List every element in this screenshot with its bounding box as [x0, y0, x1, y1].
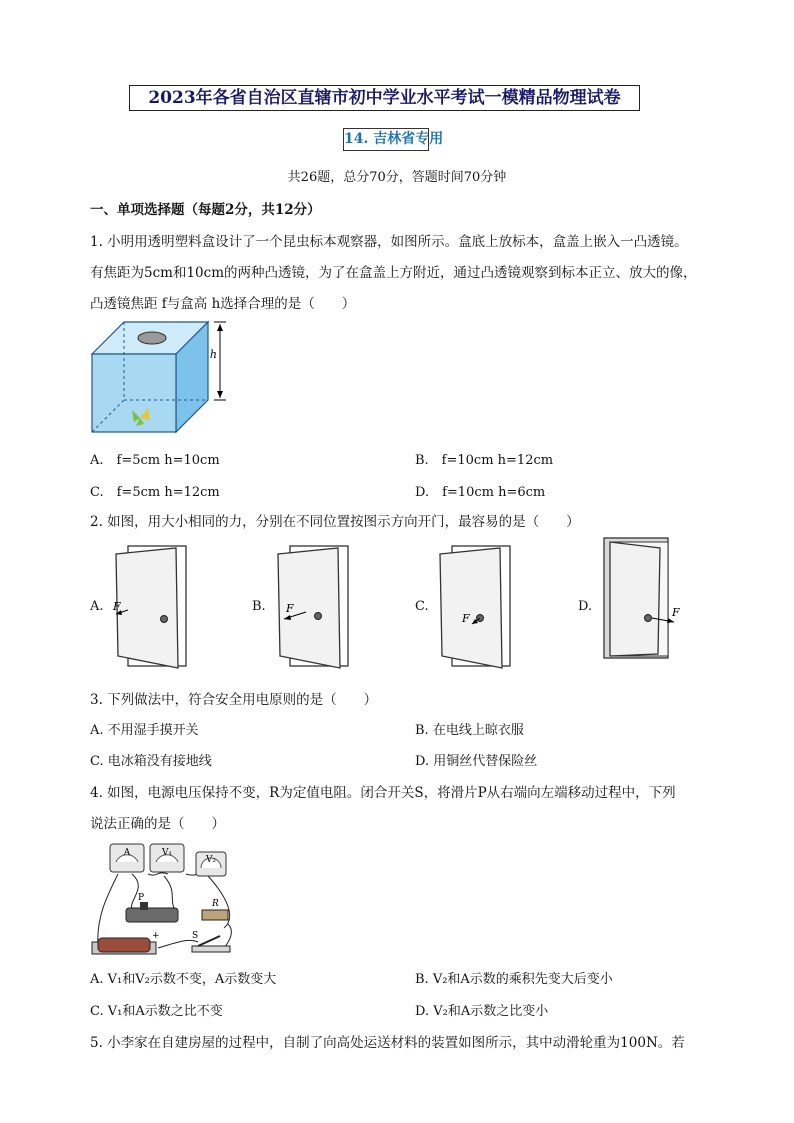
resistor-r-label: R	[212, 899, 219, 909]
paper-title: 2023年各省自治区直辖市初中学业水平考试一模精品物理试卷	[129, 85, 640, 111]
q1-line-1: 1. 小明用透明塑料盒设计了一个昆虫标本观察器，如图所示。盒底上放标本，盒盖上嵌入一凸透镜。	[90, 234, 688, 250]
exam-info: 共26题，总分70分，答题时间70分钟	[287, 170, 507, 185]
q4-line-1: 4. 如图，电源电压保持不变，R为定值电阻。闭合开关S，将滑片P从右端向左端移动过程中，下列	[90, 785, 676, 801]
q1-option-a[interactable]: A. f=5cm h=10cm	[90, 453, 220, 468]
q4-option-a[interactable]: A. V₁和V₂示数不变，A示数变大	[90, 972, 277, 987]
q4-option-d[interactable]: D. V₂和A示数之比变小	[415, 1004, 549, 1019]
q3-line: 3. 下列做法中，符合安全用电原则的是（ ）	[90, 692, 378, 708]
q3-option-a[interactable]: A. 不用湿手摸开关	[90, 723, 199, 738]
q1-option-b[interactable]: B. f=10cm h=12cm	[415, 453, 554, 468]
q2-label-c[interactable]: C.	[415, 599, 429, 614]
lens-icon	[138, 332, 166, 344]
paper-subtitle: 14. 吉林省专用	[343, 128, 429, 151]
q1-box-figure	[88, 318, 238, 436]
q2-force-b: F	[286, 602, 294, 615]
q2-force-c: F	[462, 612, 470, 625]
q1-option-c[interactable]: C. f=5cm h=12cm	[90, 485, 220, 500]
q1-line-2: 有焦距为5cm和10cm的两种凸透镜，为了在盒盖上方附近，通过凸透镜观察到标本正立、放大的像，	[90, 265, 697, 281]
q2-door-b	[270, 544, 354, 672]
meter-v1-label: V₁	[161, 848, 173, 858]
q4-line-2: 说法正确的是（ ）	[90, 816, 225, 832]
meter-v2-label: V₂	[205, 855, 217, 865]
q5-line: 5. 小李家在自建房屋的过程中，自制了向高处运送材料的装置如图所示，其中动滑轮重为100N。若	[90, 1035, 685, 1051]
q2-door-d	[596, 536, 686, 664]
q2-label-b[interactable]: B.	[252, 599, 266, 614]
slider-p-label: P	[138, 893, 145, 903]
q4-option-b[interactable]: B. V₂和A示数的乘积先变大后变小	[415, 972, 613, 987]
q1-option-d[interactable]: D. f=10cm h=6cm	[415, 485, 546, 500]
ammeter-icon	[110, 844, 144, 872]
q2-label-a[interactable]: A.	[90, 599, 104, 614]
q3-option-b[interactable]: B. 在电线上晾衣服	[415, 723, 524, 738]
rheostat-icon	[126, 893, 178, 922]
voltmeter-v2-icon	[196, 852, 226, 876]
q1-line-3: 凸透镜焦距 f与盒高 h选择合理的是（ ）	[90, 296, 356, 312]
q2-door-c	[432, 544, 516, 672]
q4-circuit-figure	[88, 838, 238, 960]
section-heading: 一、单项选择题（每题2分，共12分）	[90, 202, 321, 218]
q3-option-d[interactable]: D. 用铜丝代替保险丝	[415, 754, 538, 769]
q2-line: 2. 如图，用大小相同的力，分别在不同位置按图示方向开门，最容易的是（ ）	[90, 514, 580, 530]
resistor-icon	[202, 899, 228, 920]
q1-h-label: h	[209, 348, 217, 361]
meter-a-label: A	[123, 848, 131, 858]
voltmeter-v1-icon	[150, 844, 184, 872]
q2-force-a: F	[113, 600, 121, 613]
q2-door-a	[108, 544, 192, 672]
battery-plus-label: +	[152, 931, 160, 941]
q3-option-c[interactable]: C. 电冰箱没有接地线	[90, 754, 212, 769]
q4-option-c[interactable]: C. V₁和A示数之比不变	[90, 1004, 223, 1019]
q2-force-d: F	[672, 606, 680, 619]
battery-icon	[92, 931, 160, 954]
switch-s-label: S	[192, 931, 199, 941]
q2-label-d[interactable]: D.	[578, 599, 593, 614]
